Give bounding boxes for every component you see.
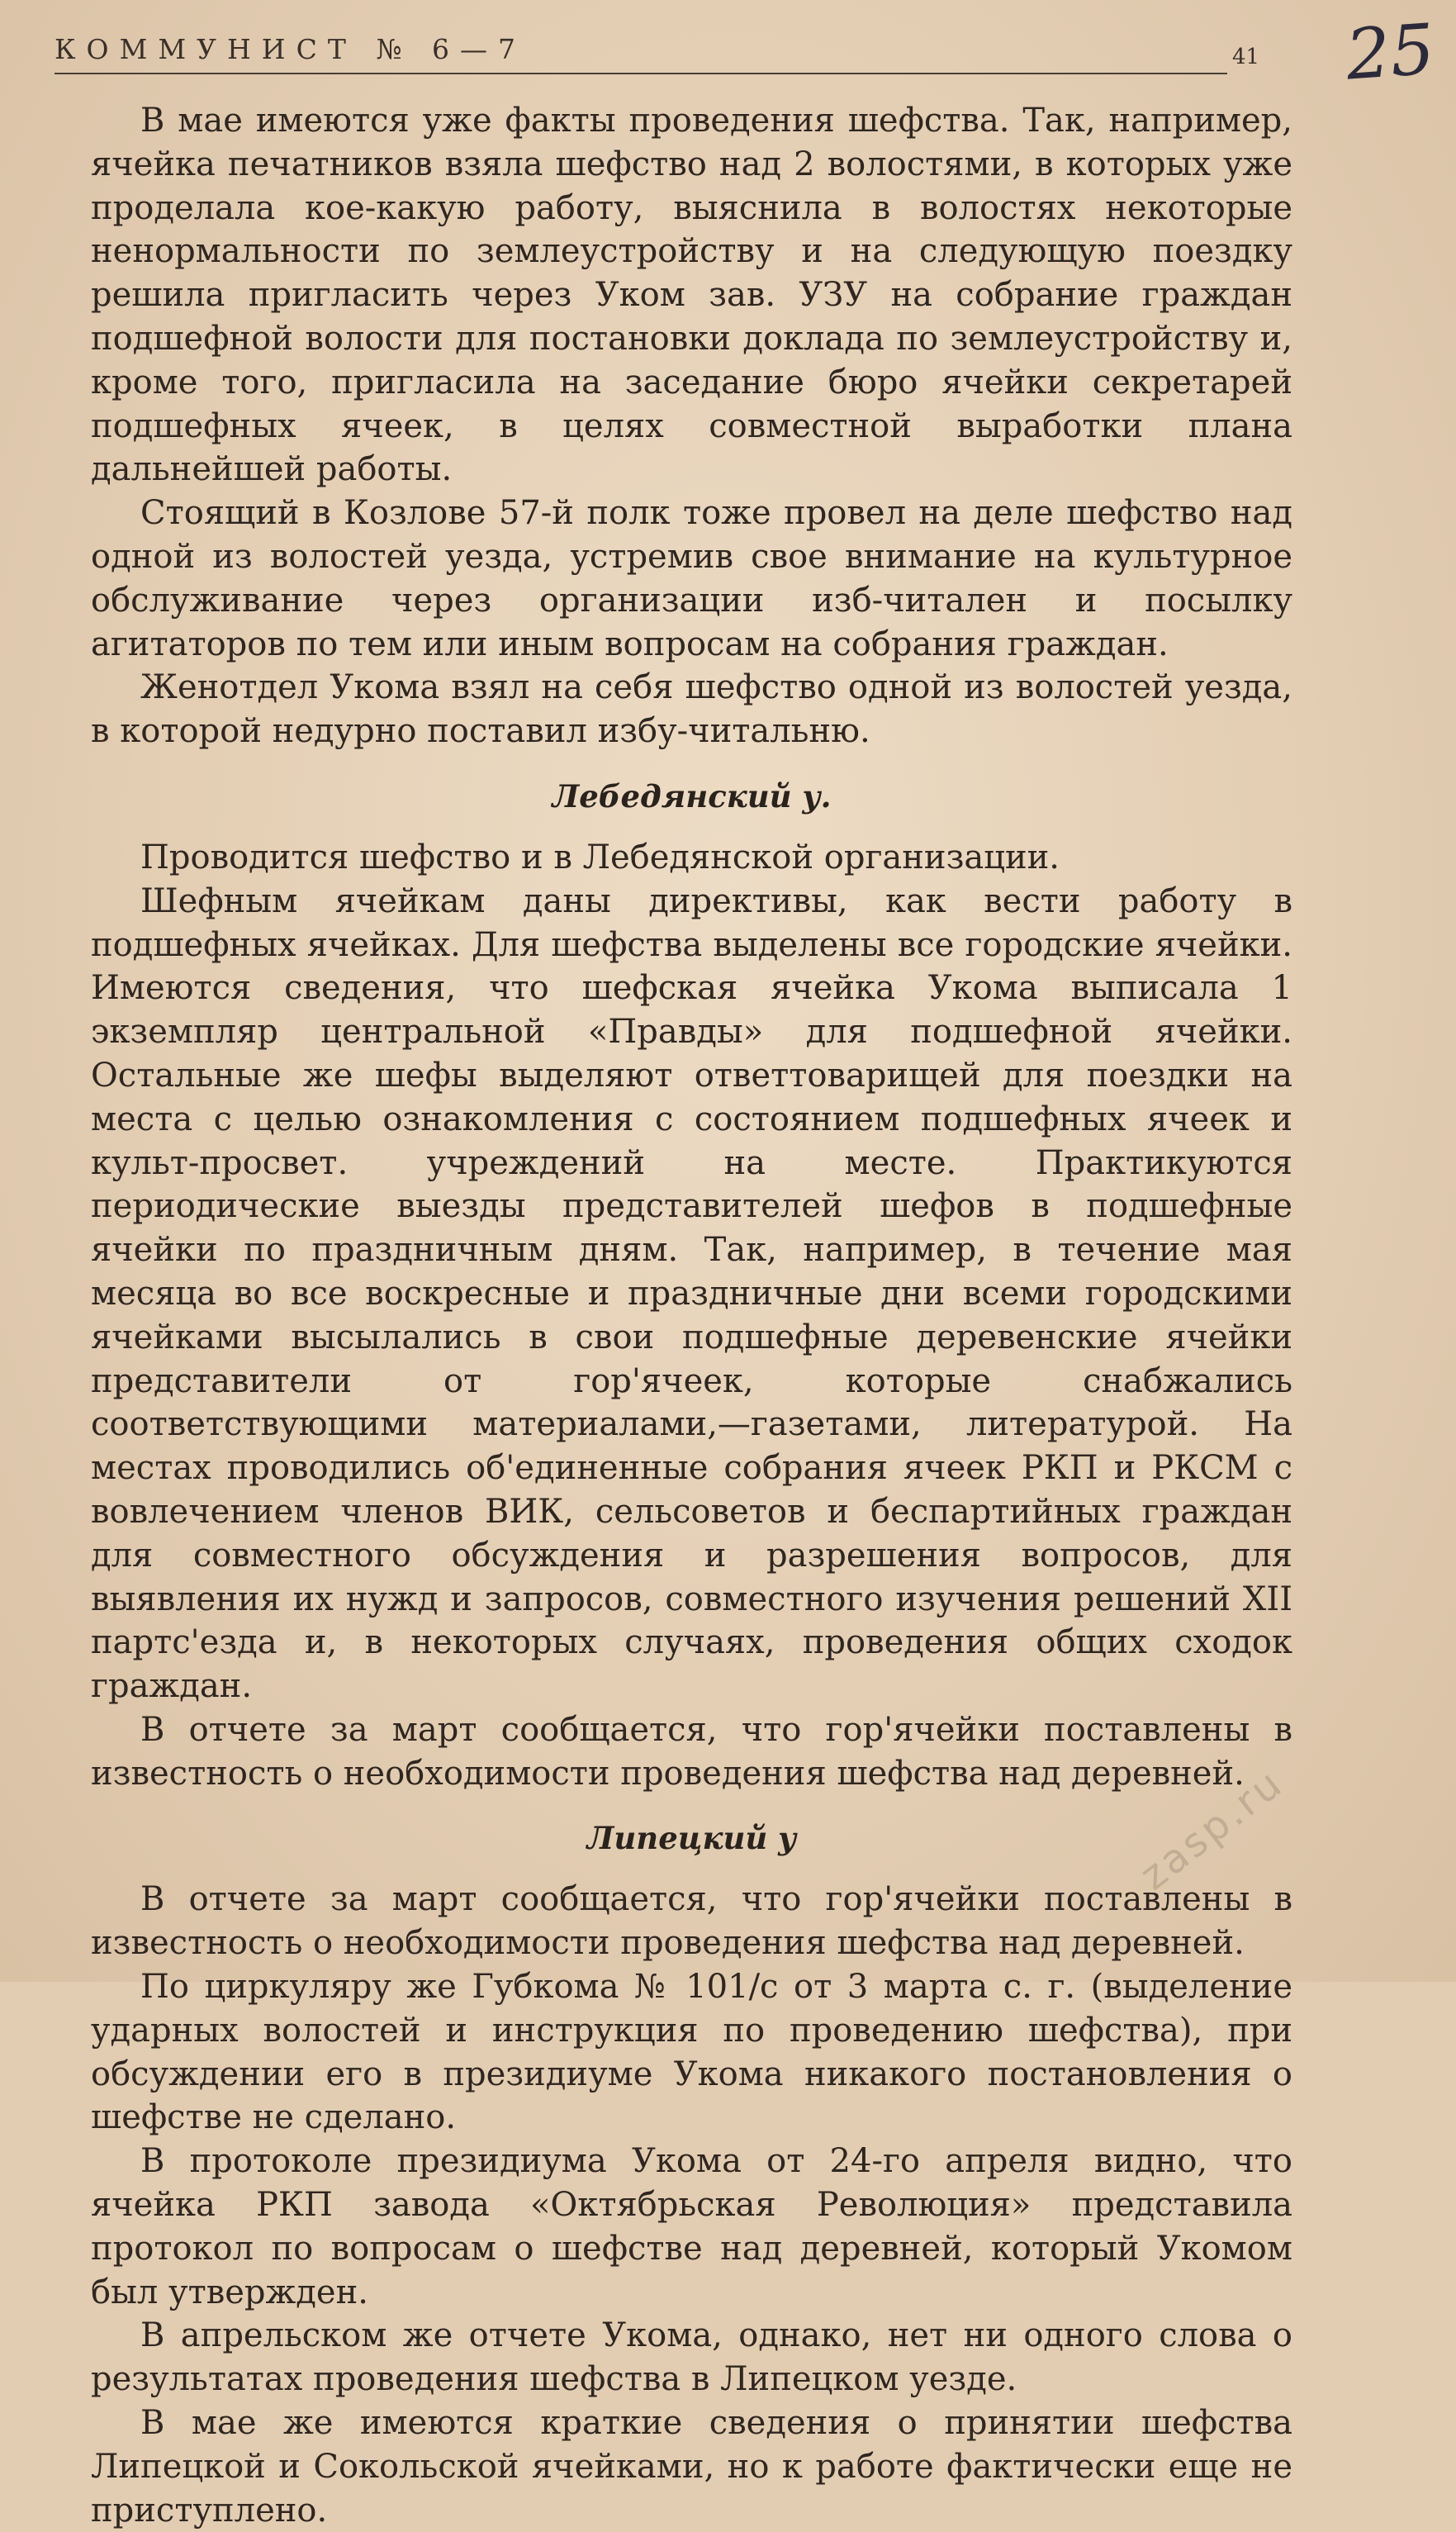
handwritten-page-mark: 25 xyxy=(1343,8,1438,96)
paragraph: По циркуляру же Губкома № 101/с от 3 марта с. г. (выделение ударных волостей и инструкция по проведению шефства), при обсуждении его в президиуме Укома никакого постановления о шефстве не сделано. xyxy=(91,1968,1292,2137)
article-text xyxy=(91,99,1292,2532)
paragraph: Проводится шефство и в Лебедянской организации. xyxy=(140,838,1060,876)
site-watermark: zasp.ru xyxy=(1131,1759,1292,1900)
paragraph: Стоящий в Козлове 57-й полк тоже провел на деле шефство над одной из волостей уезда, устремив свое внимание на культурное обслуживание через организации изб-читален и посылку агитаторов по тем или иным вопросам на собрания граждан. xyxy=(91,494,1292,663)
section-heading-lipetsky: Липецкий у xyxy=(586,1820,797,1857)
page-header xyxy=(55,25,1260,74)
paragraph: В отчете за март сообщается, что гор'ячейки поставлены в известность о необходимости проведения шефства над деревней. xyxy=(91,1710,1292,1793)
header-rule xyxy=(55,73,1227,74)
paragraph: В мае же имеются краткие сведения о принятии шефства Липецкой и Сокольской ячейками, но к работе фактически еще не приступлено. xyxy=(91,2404,1292,2530)
paragraph: Женотдел Укома взял на себя шефство одной из волостей уезда, в которой недурно поставил избу-читальню. xyxy=(91,668,1292,751)
journal-title: КОММУНИСТ № 6—7 xyxy=(55,33,527,65)
paragraph: В апрельском же отчете Укома, однако, нет ни одного слова о результатах проведения шефства в Липецком уезде. xyxy=(91,2316,1292,2399)
paragraph: Шефным ячейкам даны директивы, как вести работу в подшефных ячейках. Для шефства выделены все городские ячейки. Имеются сведения, что шефская ячейка Укома выписала 1 экземпляр центральной «Правды» для подшефной ячейки. Остальные же шефы выделяют ответтоварищей для поездки на места с целью ознакомления с состоянием подшефных ячеек и культ-просвет. учреждений на месте. Практикуются периодические выезды представителей шефов в подшефные ячейки по праздничным дням. Так, например, в течение мая месяца во все воскресные и праздничные дни всеми городскими ячейками высылались в свои подшефные деревенские ячейки представители от гор'ячеек, которые снабжались соответствующими материалами,—газетами, литературой. На местах проводились об'единенные собрания ячеек РКП и РКСМ с вовлечением членов ВИК, сельсоветов и беспартийных граждан для совместного обсуждения и разрешения вопросов, для выявления их нужд и запросов, совместного изучения решений XII партс'езда и, в некоторых случаях, проведения общих сходок граждан. xyxy=(91,881,1292,1706)
page-number: 41 xyxy=(1232,45,1260,69)
paragraph: В протоколе президиума Укома от 24-го апреля видно, что ячейка РКП завода «Октябрьская Революция» представила протокол по вопросам о шефстве над деревней, который Укомом был утвержден. xyxy=(91,2142,1292,2311)
section-heading-lebedyansky: Лебедянский у. xyxy=(552,777,832,815)
paragraph: В отчете за март сообщается, что гор'ячейки поставлены в известность о необходимости проведения шефства над деревней. xyxy=(91,1880,1292,1963)
paragraph: В мае имеются уже факты проведения шефства. Так, например, ячейка печатников взяла шефство над 2 волостями, в которых уже проделала кое-какую работу, выяснила в волостях некоторые ненормальности по землеустройству и на следующую поездку решила пригласить через Уком зав. УЗУ на собрание граждан подшефной волости для постановки доклада по землеустройству и, кроме того, пригласила на заседание бюро ячейки секретарей подшефных ячеек, в целях совместной выработки плана дальнейшей работы. xyxy=(91,102,1292,489)
